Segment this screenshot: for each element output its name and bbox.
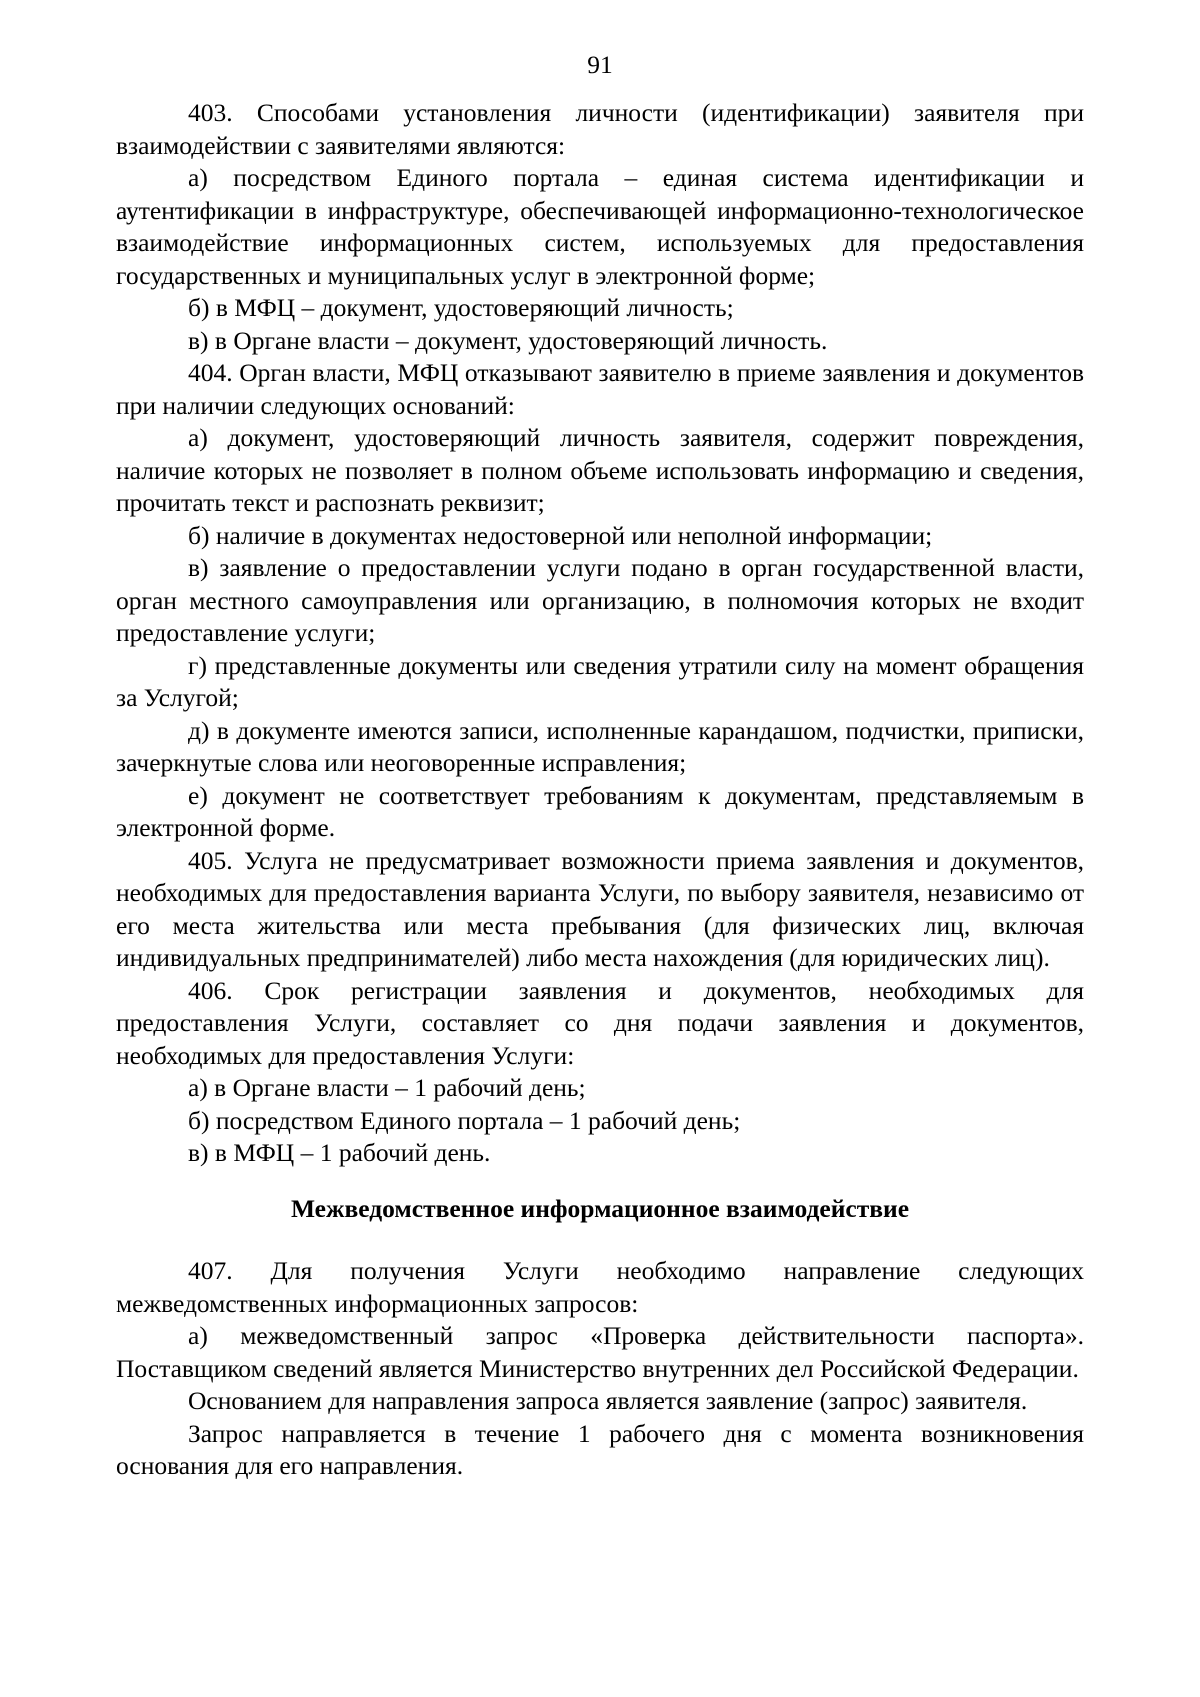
section-heading: Межведомственное информационное взаимодействие — [290, 1193, 910, 1223]
paragraph-405: 405. Услуга не предусматривает возможности приема заявления и документов, необходимых для предоставления варианта Услуги, по выбору заявителя, независимо от его места жительства или места пребывания (для физических лиц, включая индивидуальных предпринимателей) либо места нахождения (для юридических лиц). — [116, 845, 1084, 972]
paragraph-406-v: в) в МФЦ – 1 рабочий день. — [188, 1138, 491, 1167]
paragraph-404: 404. Орган власти, МФЦ отказывают заявителю в приеме заявления и документов при наличии следующих оснований: — [116, 358, 1084, 420]
paragraph-404-g: г) представленные документы или сведения утратили силу на момент обращения за Услугой; — [116, 650, 1084, 712]
paragraph-404-a: а) документ, удостоверяющий личность заявителя, содержит повреждения, наличие которых не позволяет в полном объеме использовать информацию и сведения, прочитать текст и распознать реквизит; — [116, 423, 1084, 517]
paragraph-406-b: б) посредством Единого портала – 1 рабочий день; — [188, 1105, 741, 1135]
paragraph-406-a: а) в Органе власти – 1 рабочий день; — [188, 1073, 586, 1102]
paragraph-403: 403. Способами установления личности (идентификации) заявителя при взаимодействии с заявителями являются: — [116, 98, 1084, 160]
document-body — [116, 97, 1084, 1483]
paragraph-403-a: а) посредством Единого портала – единая система идентификации и аутентификации в инфраструктуре, обеспечивающей информационно-технологическое взаимодействие информационных систем, используемых для предоставления государственных и муниципальных услуг в электронной форме; — [116, 163, 1084, 290]
paragraph-404-v: в) заявление о предоставлении услуги подано в орган государственной власти, орган местного самоуправления или организацию, в полномочия которых не входит предоставление услуги; — [116, 553, 1084, 647]
paragraph-404-e: е) документ не соответствует требованиям к документам, представляемым в электронной форме. — [116, 780, 1084, 842]
paragraph-404-d: д) в документе имеются записи, исполненные карандашом, подчистки, приписки, зачеркнутые слова или неоговоренные исправления; — [116, 715, 1084, 777]
paragraph-406: 406. Срок регистрации заявления и документов, необходимых для предоставления Услуги, составляет со дня подачи заявления и документов, необходимых для предоставления Услуги: — [116, 975, 1084, 1070]
paragraph-403-v: в) в Органе власти – документ, удостоверяющий личность. — [188, 325, 828, 355]
paragraph-basis: Основанием для направления запроса является заявление (запрос) заявителя. — [188, 1386, 1028, 1415]
paragraph-request-timing: Запрос направляется в течение 1 рабочего дня с момента возникновения основания для его направления. — [116, 1418, 1084, 1480]
paragraph-407-a: а) межведомственный запрос «Проверка действительности паспорта». Поставщиком сведений является Министерство внутренних дел Российской Федерации. — [116, 1321, 1084, 1383]
page-number: 91 — [587, 50, 613, 79]
paragraph-407: 407. Для получения Услуги необходимо направление следующих межведомственных информационных запросов: — [116, 1256, 1084, 1318]
paragraph-404-b: б) наличие в документах недостоверной или неполной информации; — [188, 520, 933, 550]
paragraph-403-b: б) в МФЦ – документ, удостоверяющий личность; — [188, 293, 734, 322]
